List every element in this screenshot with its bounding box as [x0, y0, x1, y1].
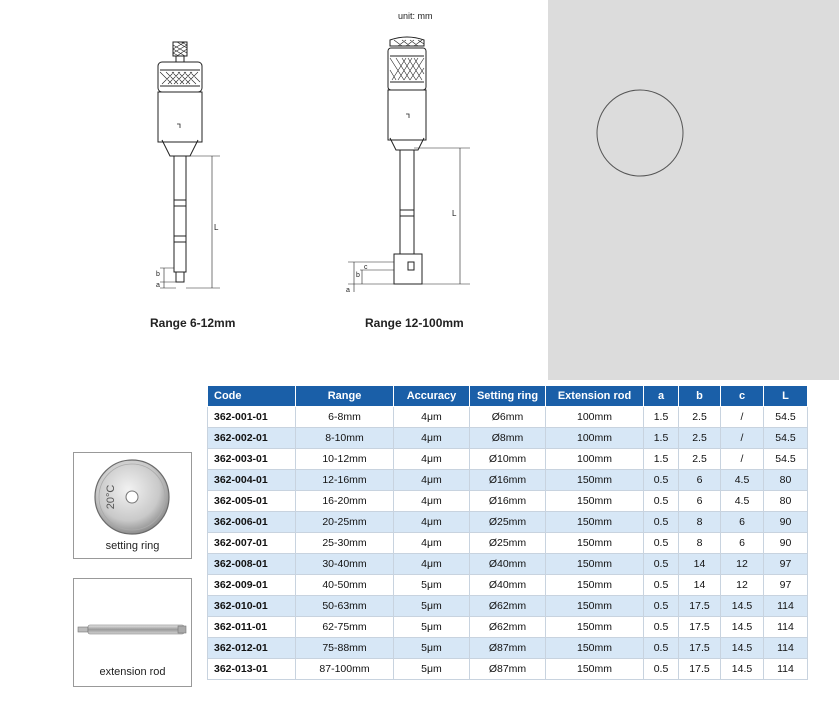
cell-accuracy: 4μm — [394, 470, 470, 491]
cell-setting-ring: Ø62mm — [470, 617, 546, 638]
cell-accuracy: 4μm — [394, 491, 470, 512]
gray-image-panel — [548, 0, 839, 380]
cell-l: 114 — [764, 638, 808, 659]
circle-outline-icon — [597, 90, 683, 176]
cell-extension-rod: 150mm — [546, 617, 644, 638]
cell-a: 0.5 — [644, 470, 679, 491]
cell-a: 1.5 — [644, 407, 679, 428]
cell-b: 14 — [679, 575, 721, 596]
table-header-row — [208, 386, 808, 407]
cell-extension-rod: 100mm — [546, 428, 644, 449]
table-row — [208, 659, 808, 680]
cell-accuracy: 5μm — [394, 596, 470, 617]
cell-accuracy: 5μm — [394, 659, 470, 680]
cell-code: 362-002-01 — [208, 428, 296, 449]
cell-c: 12 — [721, 575, 764, 596]
drawing-range-12-100 — [340, 30, 480, 300]
svg-text:L: L — [214, 223, 219, 232]
spec-table — [207, 385, 808, 680]
cell-a: 0.5 — [644, 638, 679, 659]
svg-text:a: a — [156, 282, 160, 289]
cell-c: / — [721, 428, 764, 449]
setting-ring-label: setting ring — [105, 540, 160, 552]
table-row — [208, 554, 808, 575]
cell-range: 10-12mm — [296, 449, 394, 470]
cell-setting-ring: Ø40mm — [470, 554, 546, 575]
cell-code: 362-007-01 — [208, 533, 296, 554]
cell-a: 1.5 — [644, 449, 679, 470]
drawing-range-6-12 — [140, 40, 240, 300]
cell-c: 4.5 — [721, 491, 764, 512]
cell-range: 6-8mm — [296, 407, 394, 428]
cell-range: 25-30mm — [296, 533, 394, 554]
cell-a: 0.5 — [644, 512, 679, 533]
svg-text:c: c — [364, 264, 368, 271]
cell-b: 6 — [679, 470, 721, 491]
cell-c: / — [721, 449, 764, 470]
caption-range-6-12: Range 6-12mm — [150, 316, 236, 330]
cell-c: 6 — [721, 512, 764, 533]
cell-l: 114 — [764, 659, 808, 680]
cell-code: 362-008-01 — [208, 554, 296, 575]
cell-extension-rod: 150mm — [546, 596, 644, 617]
cell-accuracy: 4μm — [394, 428, 470, 449]
cell-extension-rod: 150mm — [546, 554, 644, 575]
cell-b: 17.5 — [679, 659, 721, 680]
cell-c: 14.5 — [721, 638, 764, 659]
table-row — [208, 428, 808, 449]
cell-a: 0.5 — [644, 596, 679, 617]
setting-ring-icon — [74, 453, 191, 539]
cell-extension-rod: 150mm — [546, 491, 644, 512]
col-header-c: c — [721, 386, 764, 407]
cell-l: 80 — [764, 470, 808, 491]
cell-code: 362-003-01 — [208, 449, 296, 470]
cell-extension-rod: 150mm — [546, 470, 644, 491]
cell-setting-ring: Ø10mm — [470, 449, 546, 470]
cell-range: 50-63mm — [296, 596, 394, 617]
cell-code: 362-006-01 — [208, 512, 296, 533]
table-row — [208, 596, 808, 617]
cell-setting-ring: Ø87mm — [470, 638, 546, 659]
cell-c: 14.5 — [721, 659, 764, 680]
cell-code: 362-012-01 — [208, 638, 296, 659]
cell-setting-ring: Ø25mm — [470, 512, 546, 533]
extension-rod-thumbnail — [73, 578, 192, 687]
cell-a: 0.5 — [644, 575, 679, 596]
svg-text:b: b — [156, 271, 160, 278]
cell-range: 16-20mm — [296, 491, 394, 512]
cell-code: 362-013-01 — [208, 659, 296, 680]
cell-a: 0.5 — [644, 491, 679, 512]
cell-accuracy: 5μm — [394, 638, 470, 659]
cell-accuracy: 5μm — [394, 617, 470, 638]
cell-accuracy: 4μm — [394, 512, 470, 533]
cell-range: 62-75mm — [296, 617, 394, 638]
cell-setting-ring: Ø6mm — [470, 407, 546, 428]
cell-l: 54.5 — [764, 449, 808, 470]
table-body — [208, 407, 808, 680]
cell-range: 20-25mm — [296, 512, 394, 533]
table-row — [208, 512, 808, 533]
cell-l: 54.5 — [764, 407, 808, 428]
cell-b: 2.5 — [679, 449, 721, 470]
cell-l: 90 — [764, 512, 808, 533]
cell-range: 87-100mm — [296, 659, 394, 680]
cell-code: 362-009-01 — [208, 575, 296, 596]
col-header-code: Code — [208, 386, 296, 407]
table-row — [208, 449, 808, 470]
cell-extension-rod: 150mm — [546, 659, 644, 680]
cell-extension-rod: 100mm — [546, 449, 644, 470]
cell-a: 0.5 — [644, 659, 679, 680]
cell-setting-ring: Ø8mm — [470, 428, 546, 449]
cell-range: 12-16mm — [296, 470, 394, 491]
setting-ring-thumbnail — [73, 452, 192, 559]
cell-range: 40-50mm — [296, 575, 394, 596]
cell-a: 0.5 — [644, 533, 679, 554]
cell-l: 114 — [764, 596, 808, 617]
table-row — [208, 470, 808, 491]
svg-text:L: L — [452, 209, 457, 218]
cell-b: 17.5 — [679, 596, 721, 617]
table-row — [208, 533, 808, 554]
cell-l: 80 — [764, 491, 808, 512]
cell-extension-rod: 150mm — [546, 533, 644, 554]
cell-code: 362-005-01 — [208, 491, 296, 512]
col-header-l: L — [764, 386, 808, 407]
table-row — [208, 617, 808, 638]
cell-b: 14 — [679, 554, 721, 575]
table-row — [208, 638, 808, 659]
table-row — [208, 575, 808, 596]
cell-a: 1.5 — [644, 428, 679, 449]
cell-code: 362-010-01 — [208, 596, 296, 617]
cell-l: 54.5 — [764, 428, 808, 449]
col-header-range: Range — [296, 386, 394, 407]
cell-b: 17.5 — [679, 617, 721, 638]
cell-accuracy: 4μm — [394, 533, 470, 554]
cell-extension-rod: 150mm — [546, 575, 644, 596]
cell-code: 362-011-01 — [208, 617, 296, 638]
cell-setting-ring: Ø16mm — [470, 491, 546, 512]
cell-extension-rod: 100mm — [546, 407, 644, 428]
cell-b: 8 — [679, 512, 721, 533]
cell-b: 8 — [679, 533, 721, 554]
cell-l: 97 — [764, 575, 808, 596]
cell-accuracy: 5μm — [394, 575, 470, 596]
col-header-b: b — [679, 386, 721, 407]
cell-setting-ring: Ø62mm — [470, 596, 546, 617]
svg-text:b: b — [356, 272, 360, 279]
table-row — [208, 407, 808, 428]
cell-l: 114 — [764, 617, 808, 638]
cell-c: 4.5 — [721, 470, 764, 491]
cell-accuracy: 4μm — [394, 407, 470, 428]
cell-extension-rod: 150mm — [546, 512, 644, 533]
cell-c: 6 — [721, 533, 764, 554]
cell-range: 30-40mm — [296, 554, 394, 575]
svg-text:20°C: 20°C — [105, 484, 117, 510]
cell-code: 362-004-01 — [208, 470, 296, 491]
cell-c: 12 — [721, 554, 764, 575]
cell-range: 8-10mm — [296, 428, 394, 449]
extension-rod-icon — [74, 579, 191, 665]
cell-range: 75-88mm — [296, 638, 394, 659]
cell-b: 2.5 — [679, 428, 721, 449]
cell-accuracy: 4μm — [394, 554, 470, 575]
cell-setting-ring: Ø40mm — [470, 575, 546, 596]
col-header-accuracy: Accuracy — [394, 386, 470, 407]
cell-b: 6 — [679, 491, 721, 512]
extension-rod-label: extension rod — [99, 666, 166, 678]
cell-b: 17.5 — [679, 638, 721, 659]
col-header-setting-ring: Setting ring — [470, 386, 546, 407]
cell-l: 97 — [764, 554, 808, 575]
cell-a: 0.5 — [644, 617, 679, 638]
table-row — [208, 491, 808, 512]
cell-extension-rod: 150mm — [546, 638, 644, 659]
svg-text:a: a — [346, 287, 350, 294]
cell-setting-ring: Ø87mm — [470, 659, 546, 680]
cell-code: 362-001-01 — [208, 407, 296, 428]
cell-c: 14.5 — [721, 596, 764, 617]
col-header-a: a — [644, 386, 679, 407]
caption-range-12-100: Range 12-100mm — [365, 316, 464, 330]
cell-c: 14.5 — [721, 617, 764, 638]
col-header-extension-rod: Extension rod — [546, 386, 644, 407]
unit-note: unit: mm — [398, 11, 433, 21]
cell-a: 0.5 — [644, 554, 679, 575]
cell-accuracy: 4μm — [394, 449, 470, 470]
cell-setting-ring: Ø16mm — [470, 470, 546, 491]
cell-c: / — [721, 407, 764, 428]
cell-b: 2.5 — [679, 407, 721, 428]
cell-setting-ring: Ø25mm — [470, 533, 546, 554]
cell-l: 90 — [764, 533, 808, 554]
